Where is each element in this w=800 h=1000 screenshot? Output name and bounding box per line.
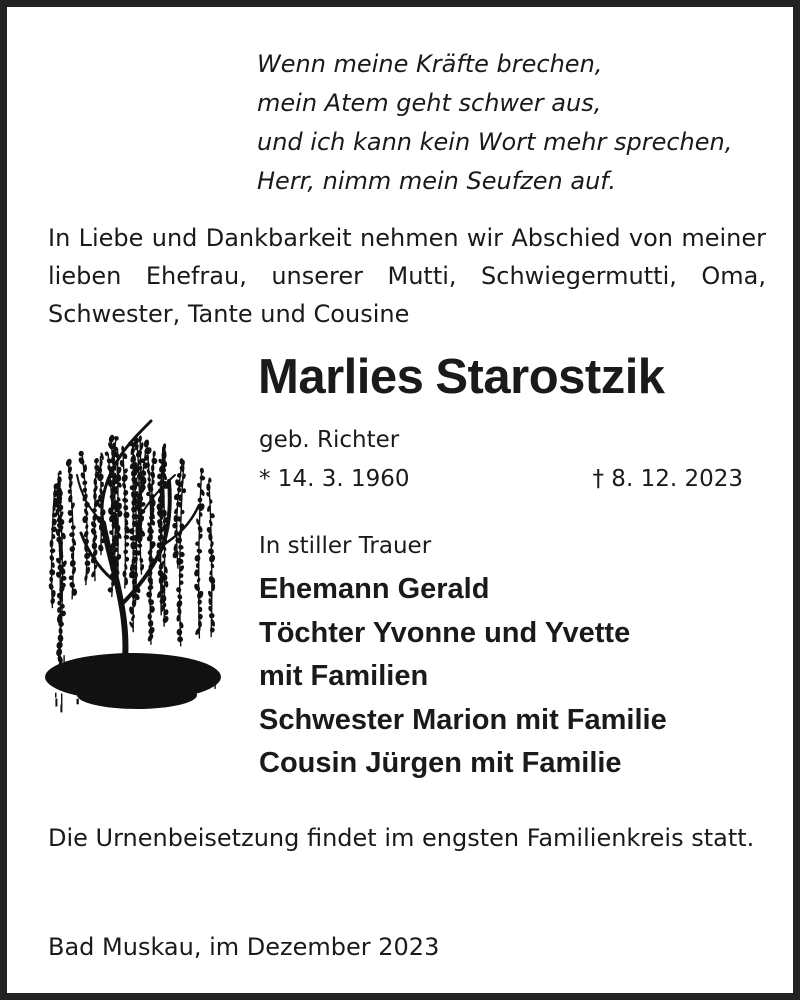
mourners-label: In stiller Trauer [259,533,432,559]
first-name: Marlies [258,350,424,404]
poem-line: Herr, nimm mein Seufzen auf. [257,167,616,195]
mourner-line: Cousin Jürgen mit Familie [259,747,622,779]
poem-line: mein Atem geht schwer aus, [257,89,602,117]
deceased-name [258,349,665,405]
place-and-date: Bad Muskau, im Dezember 2023 [48,933,440,961]
weeping-willow-icon [41,405,225,729]
mourner-line: mit Familien [259,660,429,692]
intro-text: In Liebe und Dankbarkeit nehmen wir Abschied von meiner lieben Ehefrau, unserer Mutti, Schwiegermutti, Oma, Schwester, Tante und Cousine [48,224,766,328]
born-name: geb. Richter [259,427,400,453]
birth-date: * 14. 3. 1960 [259,466,410,492]
poem [257,45,732,201]
poem-line: Wenn meine Kräfte brechen, [257,50,603,78]
mourner-line: Ehemann Gerald [259,573,490,605]
mourner-line: Schwester Marion mit Familie [259,703,667,736]
mourner-line: Töchter Yvonne und Yvette [259,616,631,649]
poem-line: und ich kann kein Wort mehr sprechen, [257,128,733,156]
mourners-list [259,568,667,786]
death-date: † 8. 12. 2023 [592,466,743,492]
closing-text: Die Urnenbeisetzung findet im engsten Familienkreis statt. [48,824,755,852]
last-name: Starostzik [435,350,665,404]
life-dates [259,466,743,492]
